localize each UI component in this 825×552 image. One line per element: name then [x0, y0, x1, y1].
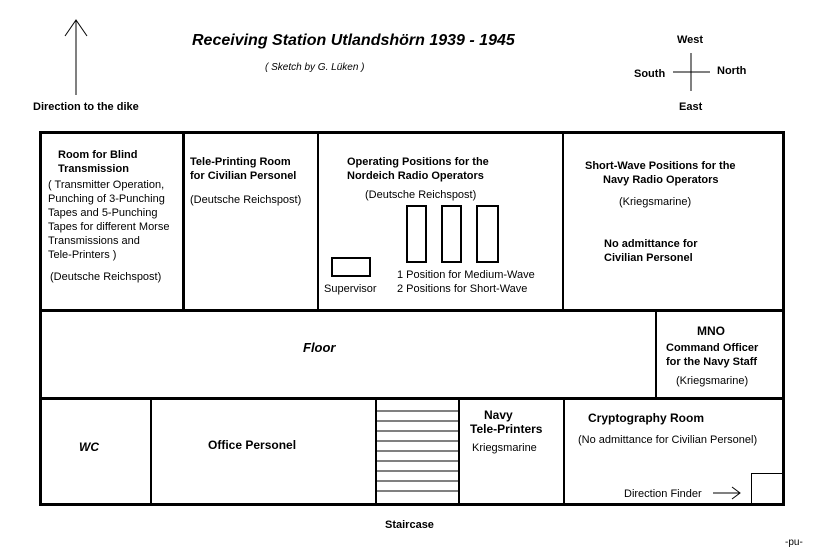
room-mno-desc-2: for the Navy Staff — [666, 356, 758, 368]
room-shortwave-title-2: Navy Radio Operators — [603, 174, 719, 186]
room-mno-title: MNO — [697, 324, 725, 338]
room-shortwave-notice-2: Civilian Personel — [604, 252, 693, 264]
room-teleprinting-title-1: Tele-Printing Room — [190, 156, 291, 168]
subtitle: ( Sketch by G. Lüken ) — [265, 62, 365, 73]
compass-south: South — [634, 68, 666, 80]
room-blind-org: (Deutsche Reichspost) — [50, 271, 162, 283]
compass-cross-icon — [672, 52, 712, 92]
room-blind-desc-4: Tapes for different Morse — [48, 221, 170, 233]
staircase-steps — [377, 400, 458, 504]
signature: -pu- — [785, 537, 803, 548]
room-navy-tp-title-2: Tele-Printers — [470, 422, 543, 436]
operator-position-1 — [406, 205, 427, 263]
arrow-up-icon — [62, 16, 92, 96]
room-shortwave-title-1: Short-Wave Positions for the — [585, 160, 736, 172]
direction-finder-label: Direction Finder — [624, 488, 702, 500]
arrow-right-icon — [712, 486, 742, 500]
room-shortwave-org: (Kriegsmarine) — [619, 196, 692, 208]
floor-label: Floor — [303, 340, 336, 355]
supervisor-label: Supervisor — [324, 283, 377, 295]
room-blind-desc-2: Punching of 3-Punching — [48, 193, 165, 205]
room-blind-title-1: Room for Blind — [58, 149, 138, 161]
room-blind-title-2: Transmission — [58, 163, 129, 175]
room-crypto-notice: (No admittance for Civilian Personel) — [578, 434, 758, 446]
room-wc-label: WC — [79, 440, 99, 454]
room-navy-tp-org: Kriegsmarine — [472, 442, 537, 454]
room-crypto-title: Cryptography Room — [588, 411, 705, 425]
room-shortwave-notice-1: No admittance for — [604, 238, 698, 250]
compass-west: West — [677, 34, 704, 46]
dike-direction-label: Direction to the dike — [33, 101, 139, 113]
operator-position-2 — [441, 205, 462, 263]
supervisor-desk — [331, 257, 371, 277]
room-mno-desc-1: Command Officer — [666, 342, 759, 354]
room-blind-desc-5: Transmissions and — [48, 235, 140, 247]
room-blind-desc-3: Tapes and 5-Punching — [48, 207, 158, 219]
positions-label-2: 2 Positions for Short-Wave — [397, 283, 528, 295]
compass-east: East — [679, 101, 703, 113]
operator-position-3 — [476, 205, 499, 263]
positions-label-1: 1 Position for Medium-Wave — [397, 269, 535, 281]
compass-north: North — [717, 65, 747, 77]
room-operating-title-2: Nordeich Radio Operators — [347, 170, 484, 182]
page-title: Receiving Station Utlandshörn 1939 - 1945 — [192, 32, 515, 49]
direction-finder-box — [751, 473, 782, 504]
room-blind-desc-6: Tele-Printers ) — [48, 249, 117, 261]
room-office-label: Office Personel — [208, 438, 297, 452]
room-operating-title-1: Operating Positions for the — [347, 156, 489, 168]
room-blind-desc-1: ( Transmitter Operation, — [48, 179, 165, 191]
room-operating-org: (Deutsche Reichspost) — [365, 189, 477, 201]
room-teleprinting-title-2: for Civilian Personel — [190, 170, 297, 182]
staircase-label: Staircase — [385, 519, 434, 531]
room-navy-tp-title-1: Navy — [484, 408, 513, 422]
room-mno-org: (Kriegsmarine) — [676, 375, 749, 387]
room-teleprinting-org: (Deutsche Reichspost) — [190, 194, 302, 206]
